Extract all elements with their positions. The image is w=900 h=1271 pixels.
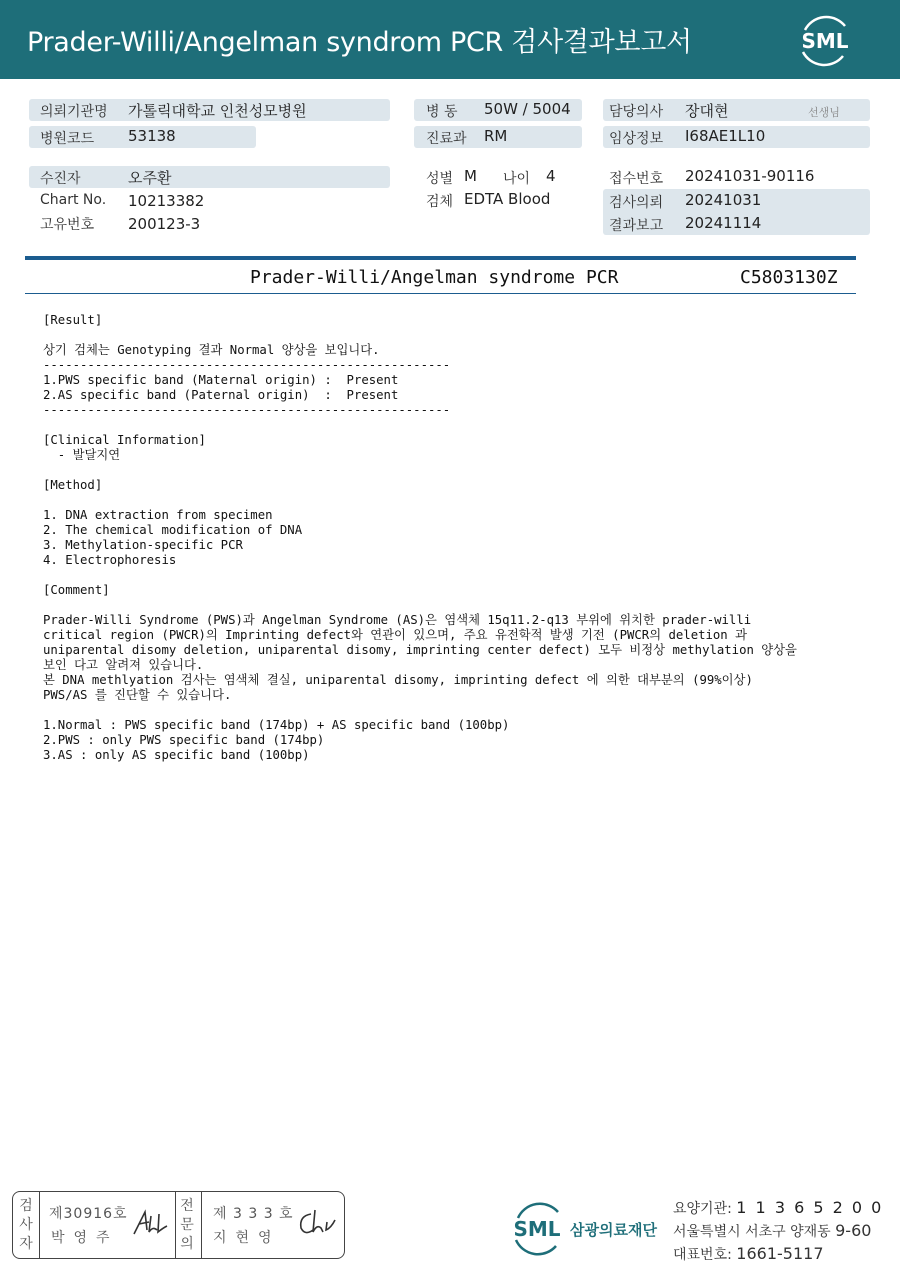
dept-value: RM bbox=[484, 127, 508, 145]
doctor-value: 장대현 bbox=[685, 102, 729, 120]
hospital-code-value: 53138 bbox=[128, 127, 176, 145]
age-label: 나이 bbox=[503, 171, 531, 187]
test-code: C5803130Z bbox=[740, 267, 838, 288]
footer-phone: 대표번호: 1661-5117 bbox=[673, 1244, 824, 1263]
hospital-code-label: 병원코드 bbox=[40, 131, 95, 147]
tester-license-no: 제30916호 bbox=[49, 1206, 128, 1222]
doctor-label: 담당의사 bbox=[609, 104, 664, 120]
unique-label: 고유번호 bbox=[40, 217, 95, 233]
footer-logo-text: SML bbox=[513, 1217, 561, 1241]
specialist-title: 전 문 의 bbox=[180, 1198, 194, 1252]
chart-value: 10213382 bbox=[128, 192, 205, 210]
tester-signature-icon bbox=[131, 1206, 171, 1240]
divider-thick bbox=[25, 256, 856, 260]
specimen-label: 검체 bbox=[426, 194, 454, 210]
receipt-value: 20241031-90116 bbox=[685, 167, 815, 185]
patient-row bbox=[29, 166, 390, 188]
report-header bbox=[0, 0, 900, 79]
tester-title: 검 사 자 bbox=[19, 1198, 33, 1252]
footer-address: 서울특별시 서초구 양재동 9-60 bbox=[673, 1221, 872, 1240]
ward-label: 병 동 bbox=[426, 104, 458, 120]
age-value: 4 bbox=[546, 167, 556, 185]
clinical-label: 임상정보 bbox=[609, 131, 664, 147]
test-name: Prader-Willi/Angelman syndrome PCR bbox=[250, 267, 619, 288]
sex-label: 성별 bbox=[426, 171, 454, 187]
tester-name: 박영주 bbox=[51, 1230, 119, 1246]
clinical-value: I68AE1L10 bbox=[685, 127, 766, 145]
signature-box bbox=[12, 1191, 345, 1259]
specialist-license-no: 제 3 3 3 호 bbox=[213, 1206, 294, 1222]
report-date-value: 20241114 bbox=[685, 214, 762, 232]
divider-thin bbox=[25, 293, 856, 294]
patient-value: 오주환 bbox=[128, 169, 172, 187]
footer-sml-logo bbox=[510, 1200, 568, 1256]
logo-text: SML bbox=[801, 29, 849, 53]
specimen-value: EDTA Blood bbox=[464, 190, 551, 208]
unique-value: 200123-3 bbox=[128, 215, 201, 233]
report-date-label: 결과보고 bbox=[609, 218, 664, 234]
sml-logo bbox=[795, 12, 855, 68]
report-title: Prader-Willi/Angelman syndrom PCR 검사결과보고서 bbox=[27, 27, 692, 58]
request-value: 20241031 bbox=[685, 191, 762, 209]
report-body: [Result] 상기 검체는 Genotyping 결과 Normal 양상을 보입니다. ------------------------------------------------------- 1.PWS specific band (Maternal origin) : Present 2.AS specific band (Paternal origin) : Present ------------------------------------------------------- [Clinical Information] - 발달지연 [Method] 1. DNA extraction from specimen 2. The chemical modification of DNA 3. Methylation-specific PCR 4. Electrophoresis [Comment] Prader-Willi Syndrome (PWS)과 Angelman Syndrome (AS)은 염색체 15q11.2-q13 부위에 위치한 prader-willi critical region (PWCR)의 Imprinting defect와 연관이 있으며, 주요 유전학적 발생 기전 (PWCR의 deletion 과 uniparental disomy deletion, uniparental disomy, imprinting center defect) 모두 비정상 methylation 양상을 보인 다고 알려져 있습니다. 본 DNA methlyation 검사는 염색체 결실, uniparental disomy, imprinting defect 에 의한 대부분의 (99%이상) PWS/AS 를 진단할 수 있습니다. 1.Normal : PWS specific band (174bp) + AS specific band (100bp) 2.PWS : only PWS specific band (174bp) 3.AS : only AS specific band (100bp) bbox=[43, 313, 797, 762]
request-label: 검사의뢰 bbox=[609, 195, 664, 211]
doctor-suffix: 선생님 bbox=[808, 106, 840, 119]
footer-agency: 요양기관: 1 1 3 6 5 2 0 0 bbox=[673, 1198, 884, 1217]
institution-label: 의뢰기관명 bbox=[40, 104, 108, 120]
specialist-name: 지현영 bbox=[213, 1230, 281, 1246]
specialist-signature-icon bbox=[295, 1206, 339, 1240]
patient-label: 수진자 bbox=[40, 171, 81, 187]
receipt-label: 접수번호 bbox=[609, 171, 664, 187]
chart-label: Chart No. bbox=[40, 192, 107, 208]
footer-org-name: 삼광의료재단 bbox=[570, 1221, 657, 1239]
institution-value: 가톨릭대학교 인천성모병원 bbox=[128, 102, 307, 120]
ward-value: 50W / 5004 bbox=[484, 100, 571, 118]
dept-label: 진료과 bbox=[426, 131, 467, 147]
sex-value: M bbox=[464, 167, 477, 185]
